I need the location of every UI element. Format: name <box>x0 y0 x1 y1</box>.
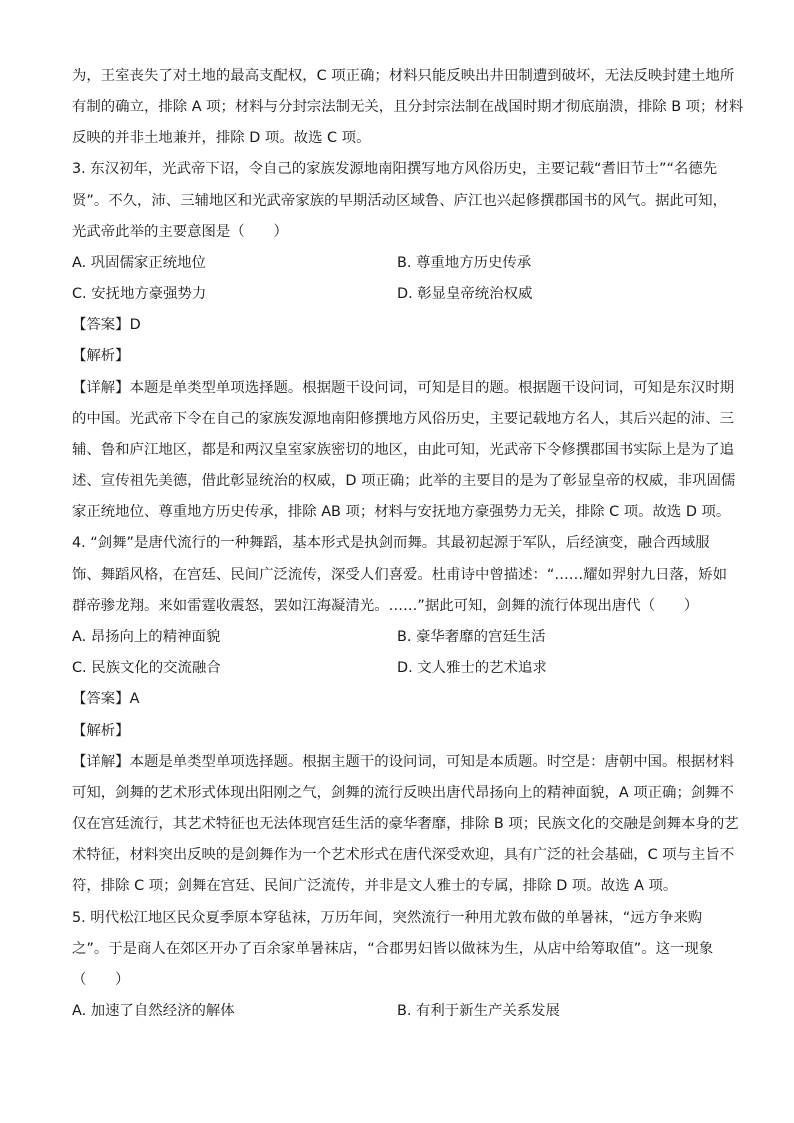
question-4-stem: 饰、舞蹈风格，在宫廷、民间广泛流传，深受人们喜爱。杜甫诗中曾描述：“……耀如羿射九日落，矫如 <box>72 567 728 583</box>
answer-label: 【答案】A <box>72 691 140 707</box>
question-3-stem: 3. 东汉初年，光武帝下诏，令自己的家族发源地南阳撰写地方风俗历史，主要记载“耆旧节士”“名德先 <box>72 161 718 177</box>
text-line: 反映的并非土地兼并，排除 D 项。故选 C 项。 <box>72 130 371 146</box>
explanation-line: 【详解】本题是单类型单项选择题。根据主题干的设问词，可知是本质题。时空是：唐朝中国。根据材料 <box>72 754 734 770</box>
option-d: D. 文人雅士的艺术追求 <box>397 660 547 676</box>
option-a: A. 加速了自然经济的解体 <box>72 1003 235 1019</box>
option-c: C. 安抚地方豪强势力 <box>72 286 207 302</box>
question-3-stem: 光武帝此举的主要意图是（ ） <box>72 224 288 240</box>
text-line: 为，王室丧失了对土地的最高支配权，C 项正确；材料只能反映出井田制遭到破坏，无法反映封建土地所 <box>72 68 735 84</box>
question-4-stem: 4. “剑舞”是唐代流行的一种舞蹈，基本形式是执剑而舞。其最初起源于军队，后经演变，融合西域服 <box>72 535 710 551</box>
analysis-label: 【解析】 <box>72 723 130 739</box>
option-b: B. 有利于新生产关系发展 <box>397 1003 560 1019</box>
question-5-stem: （ ） <box>72 972 130 988</box>
question-4-stem: 群帝骖龙翔。来如雷霆收震怒，罢如江海凝清光。……”据此可知，剑舞的流行体现出唐代（ ） <box>72 598 699 614</box>
option-c: C. 民族文化的交流融合 <box>72 660 221 676</box>
explanation-line: 【详解】本题是单类型单项选择题。根据题干设问词，可知是目的题。根据题干设问词，可知是东汉时期 <box>72 380 734 396</box>
explanation-line: 辅、鲁和庐江地区，都是和两汉皇室家族密切的地区，由此可知，光武帝下令修撰郡国书实际上是为了追 <box>72 442 734 458</box>
explanation-line: 的中国。光武帝下令在自己的家族发源地南阳修撰地方风俗历史，主要记载地方名人，其后兴起的沛、三 <box>72 411 734 427</box>
question-5-stem: 之”。于是商人在郊区开办了百余家单暑袜店，“合郡男妇皆以做袜为生，从店中给筹取值”。这一现象 <box>72 941 714 957</box>
question-3-stem: 贤”。不久，沛、三辅地区和光武帝家族的早期活动区域鲁、庐江也兴起修撰郡国书的风气。据此可知， <box>72 193 728 209</box>
option-a: A. 巩固儒家正统地位 <box>72 255 206 271</box>
explanation-line: 述、宣传祖先美德，借此彰显统治的权威，D 项正确；此举的主要目的是为了彰显皇帝的权威，非巩固儒 <box>72 473 736 489</box>
question-5-stem: 5. 明代松江地区民众夏季原本穿毡袜，万历年间，突然流行一种用尤敦布做的单暑袜，“远方争来购 <box>72 910 703 926</box>
option-b: B. 尊重地方历史传承 <box>397 255 532 271</box>
analysis-label: 【解析】 <box>72 348 130 364</box>
explanation-line: 可知，剑舞的艺术形式体现出阳刚之气，剑舞的流行反映出唐代昂扬向上的精神面貌，A 项正确；剑舞不 <box>72 785 735 801</box>
option-d: D. 彰显皇帝统治权威 <box>397 286 533 302</box>
explanation-line: 家正统地位、尊重地方历史传承，排除 AB 项；材料与安抚地方豪强势力无关，排除 C 项。故选 D 项。 <box>72 504 731 520</box>
text-line: 有制的确立，排除 A 项；材料与分封宗法制无关，且分封宗法制在战国时期才彻底崩溃，排除 B 项；材料 <box>72 99 744 115</box>
explanation-line: 仅在宫廷流行，其艺术特征也无法体现宫廷生活的豪华奢靡，排除 B 项；民族文化的交融是剑舞本身的艺 <box>72 816 739 832</box>
option-b: B. 豪华奢靡的宫廷生活 <box>397 629 546 645</box>
explanation-line: 符，排除 C 项；剑舞在宫廷、民间广泛流传，并非是文人雅士的专属，排除 D 项。故选 A 项。 <box>72 878 678 894</box>
option-a: A. 昂扬向上的精神面貌 <box>72 629 221 645</box>
explanation-line: 术特征，材料突出反映的是剑舞作为一个艺术形式在唐代深受欢迎，具有广泛的社会基础，C 项与主旨不 <box>72 847 735 863</box>
answer-label: 【答案】D <box>72 317 141 333</box>
